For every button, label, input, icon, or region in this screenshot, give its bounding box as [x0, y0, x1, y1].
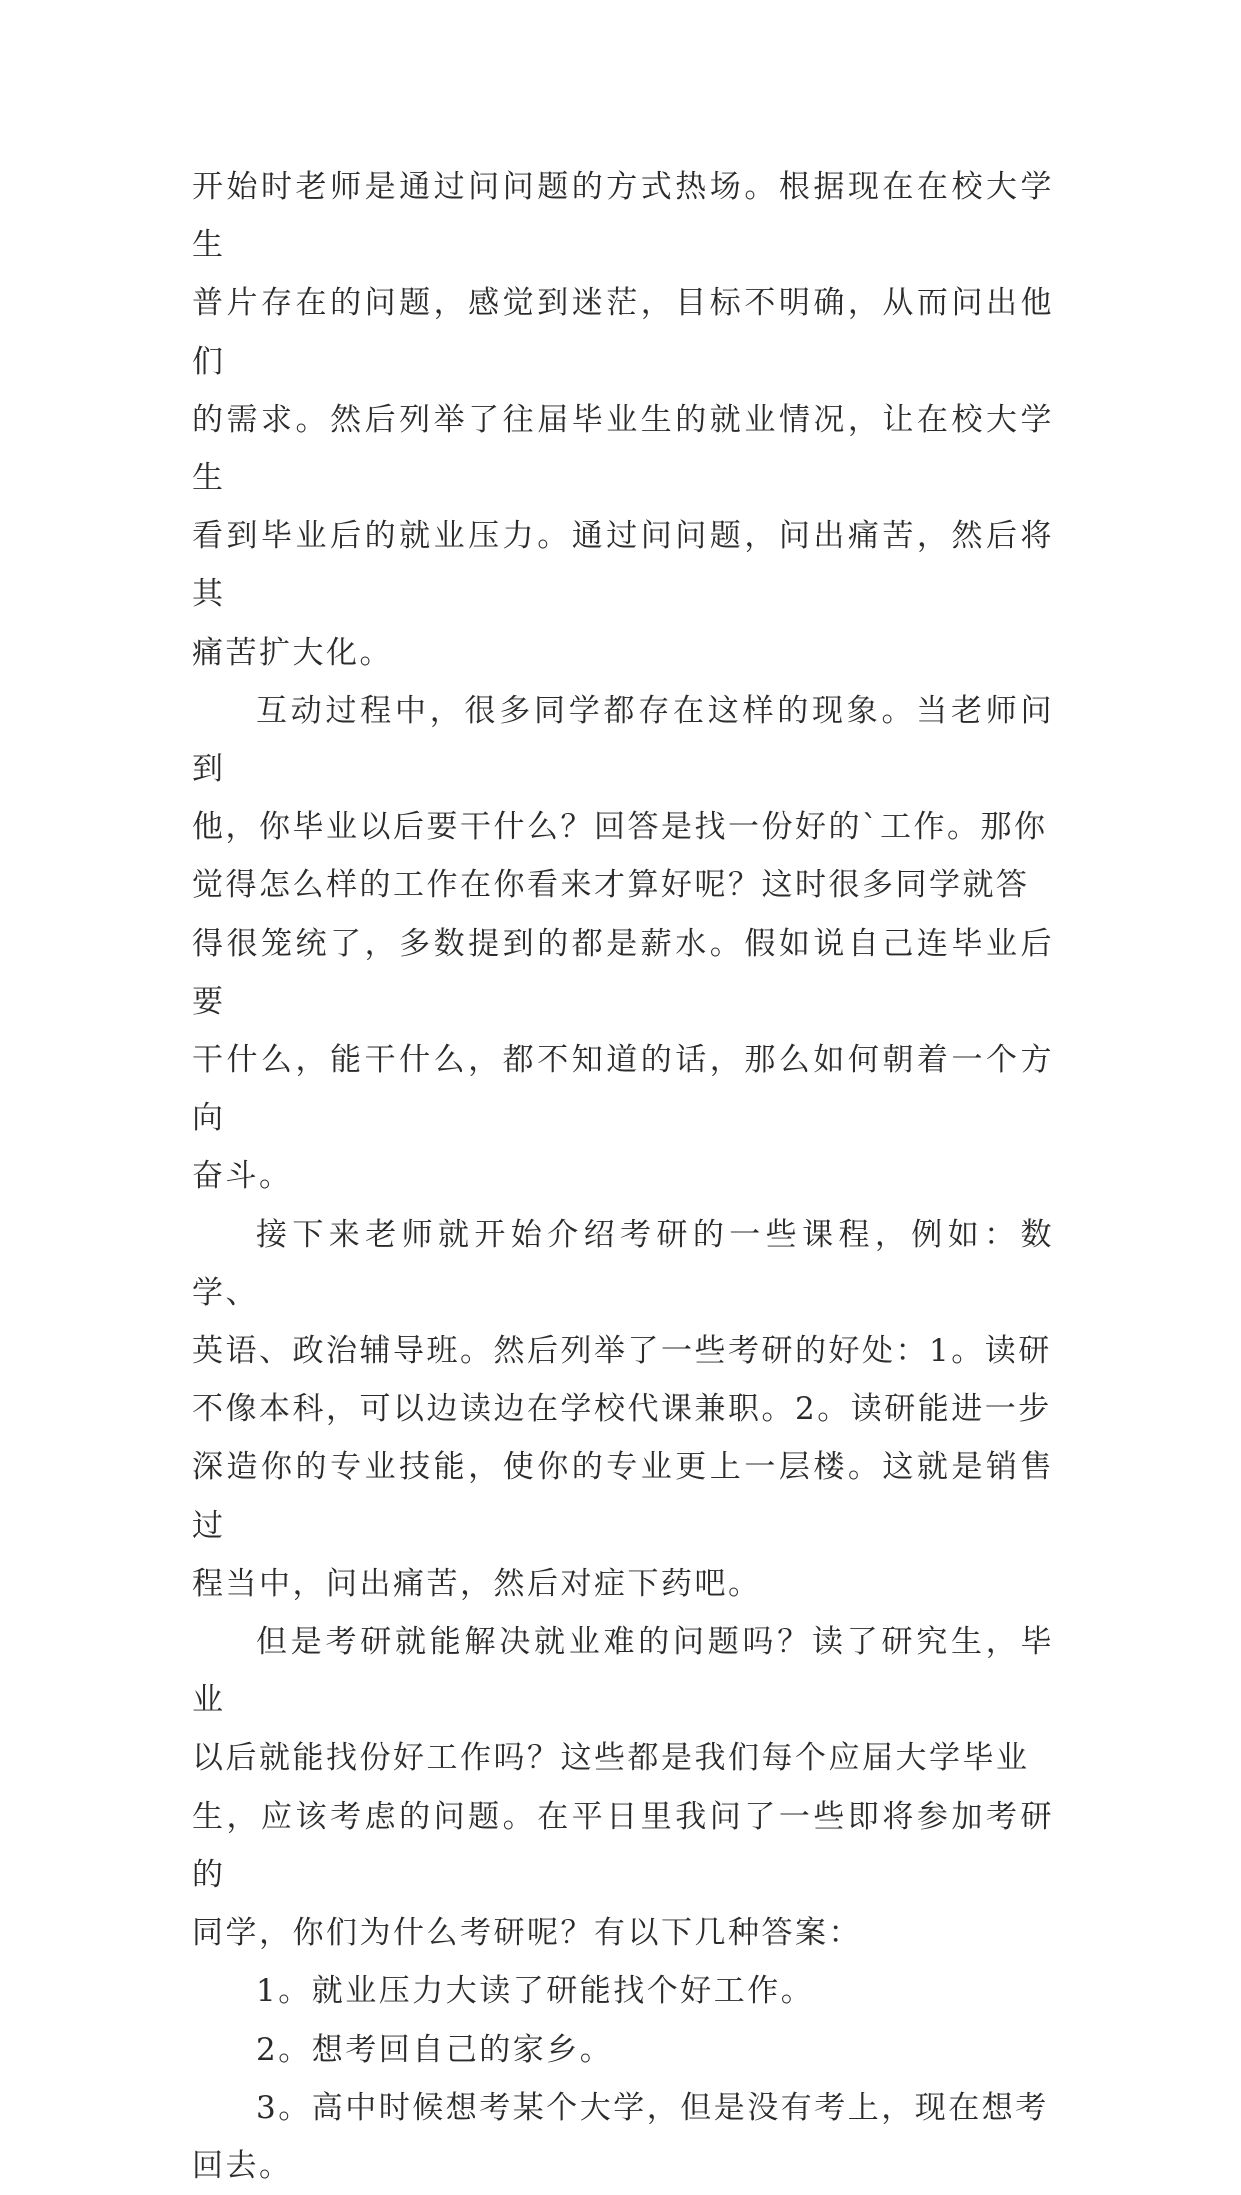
paragraph: [192, 1962, 1054, 2020]
paragraph: [192, 1613, 1054, 1962]
text-line: 的需求。然后列举了往届毕业生的就业情况，让在校大学生: [192, 401, 1054, 497]
text-line: 互动过程中，很多同学都存在这样的现象。当老师问到: [192, 692, 1054, 788]
text-line: 痛苦扩大化。: [192, 634, 393, 671]
text-line: 3。高中时候想考某个大学，但是没有考上，现在想考: [256, 2089, 1049, 2126]
paragraph: [192, 158, 1054, 682]
text-line: 得很笼统了，多数提到的都是薪水。假如说自己连毕业后要: [192, 925, 1054, 1020]
text-line: 看到毕业后的就业压力。通过问问题，问出痛苦，然后将其: [192, 518, 1054, 613]
document-page: [192, 158, 1054, 2195]
text-line: 1。就业压力大读了研能找个好工作。: [256, 1973, 815, 2010]
text-line: 他，你毕业以后要干什么？回答是找一份好的`工作。那你: [192, 809, 1048, 846]
paragraph: [192, 2021, 1054, 2079]
text-line: 英语、政治辅导班。然后列举了一些考研的好处：1。读研: [192, 1333, 1052, 1370]
text-line: 回去。: [192, 2147, 293, 2184]
paragraph: [192, 2079, 1054, 2195]
text-line: 接下来老师就开始介绍考研的一些课程，例如：数学、: [192, 1216, 1054, 1311]
paragraph: [192, 1206, 1054, 1613]
text-line: 奋斗。: [192, 1158, 293, 1195]
document-body: [192, 158, 1054, 2195]
text-line: 程当中，问出痛苦，然后对症下药吧。: [192, 1565, 762, 1602]
text-line: 干什么，能干什么，都不知道的话，那么如何朝着一个方向: [192, 1042, 1054, 1137]
text-line: 但是考研就能解决就业难的问题吗？读了研究生，毕业: [192, 1624, 1054, 1719]
text-line: 2。想考回自己的家乡。: [256, 2031, 614, 2068]
text-line: 生，应该考虑的问题。在平日里我问了一些即将参加考研的: [192, 1798, 1054, 1893]
text-line: 普片存在的问题，感觉到迷茫，目标不明确，从而问出他们: [192, 285, 1054, 380]
text-line: 同学，你们为什么考研呢？有以下几种答案：: [192, 1915, 862, 1952]
text-line: 开始时老师是通过问问题的方式热场。根据现在在校大学生: [192, 169, 1054, 264]
paragraph: [192, 682, 1054, 1206]
text-line: 觉得怎么样的工作在你看来才算好呢？这时很多同学就答: [192, 867, 1030, 904]
text-line: 不像本科，可以边读边在学校代课兼职。2。读研能进一步: [192, 1391, 1052, 1428]
text-line: 深造你的专业技能，使你的专业更上一层楼。这就是销售过: [192, 1449, 1054, 1544]
text-line: 以后就能找份好工作吗？这些都是我们每个应届大学毕业: [192, 1740, 1030, 1777]
